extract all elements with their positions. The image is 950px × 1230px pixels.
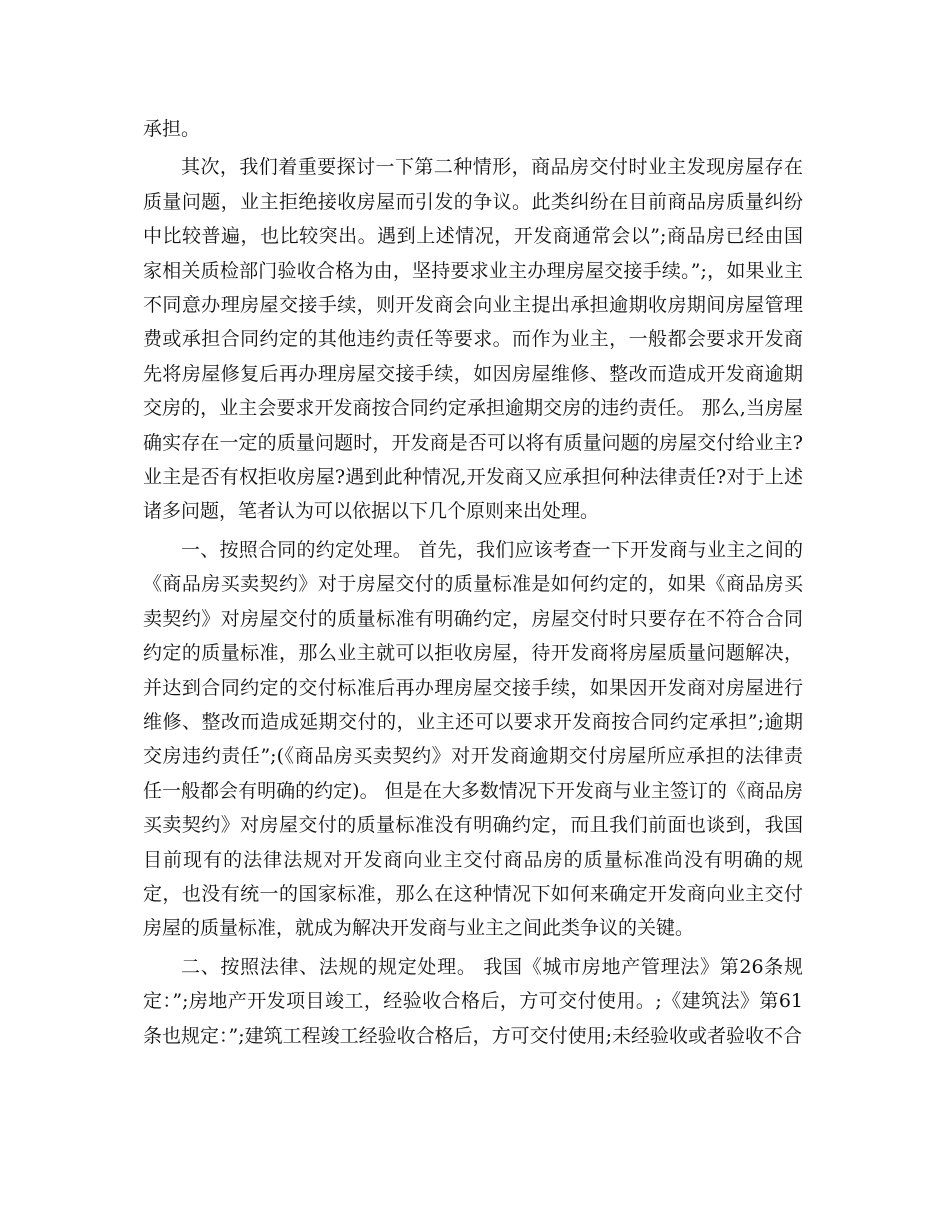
paragraph-law-principle: 二、按照法律、法规的规定处理。 我国《城市房地产管理法》第26条规定：”;房地产开发项目竣工，经验收合格后，方可交付使用。;《建筑法》第61条也规定：”;建筑工程竣工经验收合格后，方可交付使用;未经验收或者验收不合 bbox=[143, 955, 803, 1047]
paragraph-second-scenario: 其次，我们着重要探讨一下第二种情形，商品房交付时业主发现房屋存在质量问题，业主拒绝接收房屋而引发的争议。此类纠纷在目前商品房质量纠纷中比较普遍，也比较突出。遇到上述情况，开发商通常会以”;商品房已经由国家相关质检部门验收合格为由，坚持要求业主办理房屋交接手续。”;，如果业主不同意办理房屋交接手续，则开发商会向业主提出承担逾期收房期间房屋管理费或承担合同约定的其他违约责任等要求。而作为业主，一般都会要求开发商先将房屋修复后再办理房屋交接手续，如因房屋维修、整改而造成开发商逾期交房的，业主会要求开发商按合同约定承担逾期交房的违约责任。 那么,当房屋确实存在一定的质量问题时，开发商是否可以将有质量问题的房屋交付给业主?业主是否有权拒收房屋?遇到此种情况,开发商又应承担何种法律责任?对于上述诸多问题，笔者认为可以依据以下几个原则来出处理。 bbox=[143, 156, 803, 523]
paragraph-continuation: 承担。 bbox=[143, 118, 201, 140]
paragraph-contract-principle: 一、按照合同的约定处理。 首先，我们应该考查一下开发商与业主之间的《商品房买卖契约》对于房屋交付的质量标准是如何约定的，如果《商品房买卖契约》对房屋交付的质量标准有明确约定，房屋交付时只要存在不符合合同约定的质量标准，那么业主就可以拒收房屋，待开发商将房屋质量问题解决，并达到合同约定的交付标准后再办理房屋交接手续，如果因开发商对房屋进行维修、整改而造成延期交付的，业主还可以要求开发商按合同约定承担”;逾期交房违约责任”;(《商品房买卖契约》对开发商逾期交付房屋所应承担的法律责任一般都会有明确的约定)。 但是在大多数情况下开发商与业主签订的《商品房买卖契约》对房屋交付的质量标准没有明确约定，而且我们前面也谈到，我国目前现有的法律法规对开发商向业主交付商品房的质量标准尚没有明确的规定，也没有统一的国家标准，那么在这种情况下如何来确定开发商向业主交付房屋的质量标准，就成为解决开发商与业主之间此类争议的关键。 bbox=[143, 538, 803, 940]
document-page bbox=[143, 112, 803, 1057]
